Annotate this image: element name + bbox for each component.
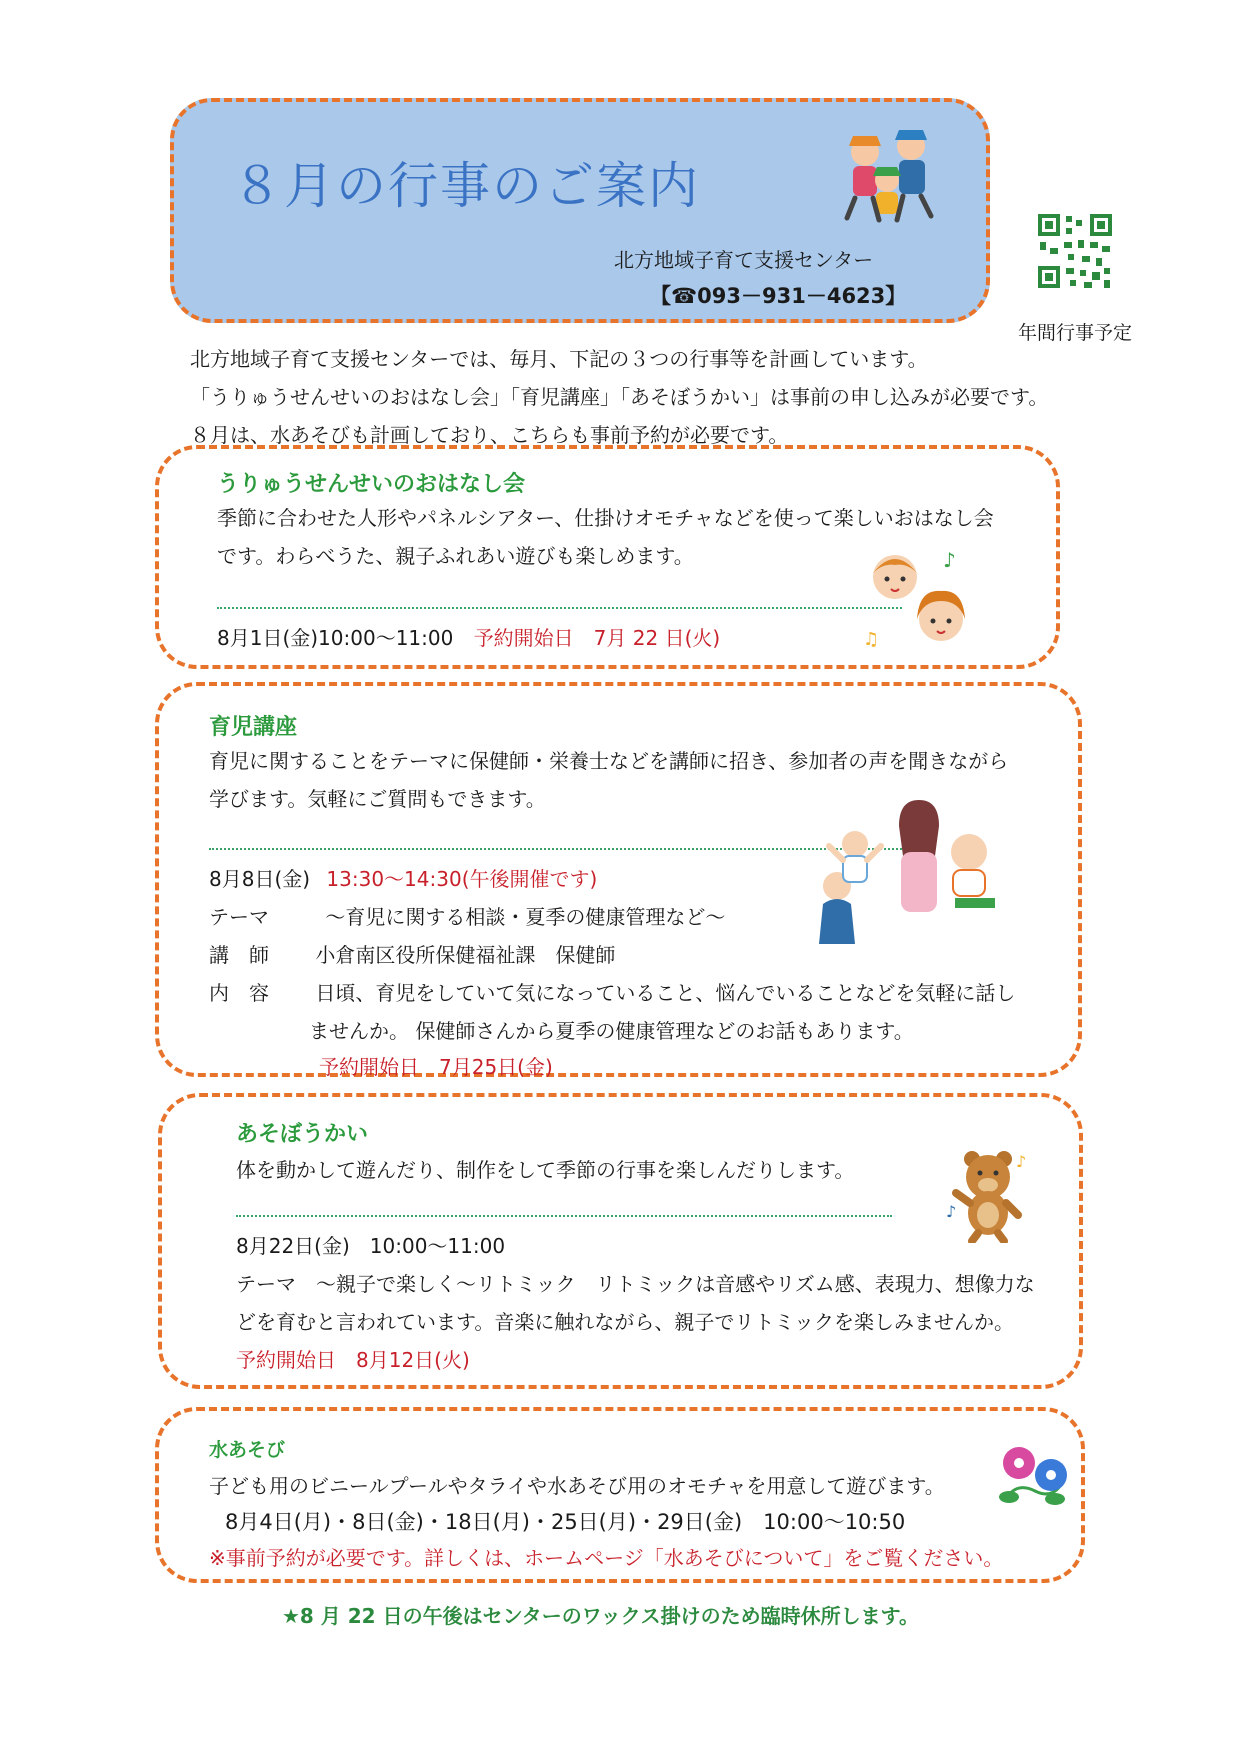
lecture-desc: 学びます。気軽にご質問もできます。 [209,787,546,811]
morning-glory-illustration [995,1441,1075,1513]
intro-line: 北方地域子育て支援センターでは、毎月、下記の３つの行事等を計画しています。 [190,347,928,371]
play-reserve: 予約開始日 8月12日(火) [236,1348,470,1372]
water-note: ※事前予約が必要です。詳しくは、ホームページ「水あそびについて」をご覧ください。 [209,1546,1004,1570]
lecture-desc: 育児に関することをテーマに保健師・栄養士などを講師に招き、参加者の声を聞きながら [209,749,1009,773]
play-divider [236,1215,892,1217]
lecture-lecturer-label: 講 師 [209,943,269,967]
water-section [155,1407,1085,1583]
lecture-time: 13:30～14:30(午後開催です) [326,867,598,891]
story-desc: 季節に合わせた人形やパネルシアター、仕掛けオモチャなどを使って楽しいおはなし会 [217,506,994,530]
play-section [158,1093,1083,1389]
kids-hiking-illustration [829,118,949,238]
lecture-reserve: 予約開始日 7月25日(金) [319,1055,553,1079]
intro [190,340,1048,454]
play-theme: どを育むと言われています。音楽に触れながら、親子でリトミックを楽しみませんか。 [236,1310,1014,1334]
qr-caption: 年間行事予定 [1018,322,1133,344]
children-singing-illustration [859,549,979,649]
story-divider [217,607,902,609]
lecture-theme-row [209,898,725,936]
play-date: 8月22日(金) 10:00～11:00 [236,1234,506,1258]
dancing-bear-illustration [942,1147,1032,1243]
story-title: うりゅうせんせいのおはなし会 [217,472,526,497]
intro-line: 「うりゅうせんせいのおはなし会」「育児講座」「あそぼうかい」は事前の申し込みが必要です。 [190,385,1049,409]
lecture-lecturer: 小倉南区役所保健福祉課 保健師 [315,943,616,967]
water-dates: 8月4日(月)・8日(金)・18日(月)・25日(月)・29日(金) 10:00～10:50 [225,1510,906,1534]
svg-text:♪: ♪ [946,1202,957,1221]
lecture-content: 日頃、育児をしていて気になっていること、悩んでいることなどを気軽に話し [315,981,1016,1005]
story-reserve: 予約開始日 7月 22 日(火) [473,626,721,650]
play-title: あそぼうかい [236,1122,369,1147]
lecture-lecturer-row [209,936,615,974]
intro-line: ８月は、水あそびも計画しており、こちらも事前予約が必要です。 [190,423,789,447]
svg-text:♪: ♪ [943,549,956,572]
closure-notice: ★8 月 22 日の午後はセンターのワックス掛けのため臨時休所します。 [282,1604,919,1628]
svg-text:♫: ♫ [863,629,880,649]
story-desc: です。わらべうた、親子ふれあい遊びも楽しめます。 [217,544,694,568]
story-section [155,445,1060,669]
qr-code[interactable] [1036,212,1114,290]
center-name: 北方地域子育て支援センター [614,248,874,272]
nurse-baby-illustration [779,794,1019,944]
water-desc: 子ども用のビニールプールやタライや水あそび用のオモチャを用意して遊びます。 [209,1474,945,1498]
header-box [170,98,990,323]
play-theme: テーマ ～親子で楽しく～リトミック リトミックは音感やリズム感、表現力、想像力な [236,1272,1035,1296]
play-desc: 体を動かして遊んだり、制作をして季節の行事を楽しんだりします。 [236,1158,855,1182]
story-schedule [217,619,720,657]
lecture-date: 8月8日(金) [209,867,311,891]
lecture-theme: ～育児に関する相談・夏季の健康管理など～ [325,905,726,929]
lecture-schedule [209,860,597,898]
water-title: 水あそび [209,1439,286,1461]
lecture-theme-label: テーマ [209,905,269,929]
story-date: 8月1日(金)10:00～11:00 [217,626,454,650]
lecture-content-row [209,974,1015,1012]
phone-number: 【☎093－931－4623】 [650,284,907,308]
lecture-content-cont: ませんか。 保健師さんから夏季の健康管理などのお話もあります。 [309,1019,914,1043]
lecture-title: 育児講座 [209,715,298,740]
lecture-section [155,682,1082,1077]
svg-text:♪: ♪ [1016,1152,1027,1171]
page-title: ８月の行事のご案内 [232,157,700,215]
lecture-content-label: 内 容 [209,981,269,1005]
